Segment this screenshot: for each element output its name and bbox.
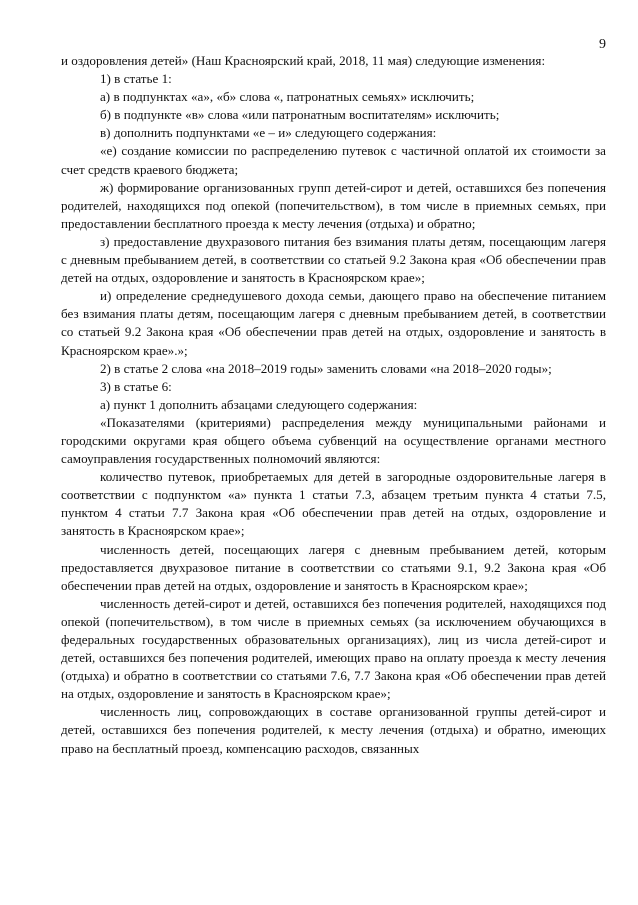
paragraph-item-1: 1) в статье 1: [100,71,172,87]
paragraph-continuation: и оздоровления детей» (Наш Красноярский край, 2018, 11 мая) следующие изменения: [61,53,546,68]
paragraph-item-1b: б) в подпункте «в» слова «или патронатным воспитателям» исключить; [100,107,500,123]
paragraph-item-1v: в) дополнить подпунктами «е – и» следующего содержания: [100,125,437,141]
paragraph-criteria-vouchers: количество путевок, приобретаемых для детей в загородные оздоровительные лагеря в соответствии с подпунктом «а» пункта 1 статьи 7.3, абзацем третьим пункта 4 статьи 7.5, пунктом 4 статьи 7.7 Закона края «Об обеспечении прав детей на отдых, оздоровление и занятость в Красноярском крае»; [61,469,606,539]
paragraph-item-3a: а) пункт 1 дополнить абзацами следующего содержания: [100,396,418,412]
paragraph-criteria-day-camps: численность детей, посещающих лагеря с дневным пребыванием детей, которым предоставляется двухразовое питание в соответствии со статьями 9.1, 9.2 Закона края «Об обеспечении прав детей на отдых, оздоровление и занятость в Красноярском крае»; [61,541,606,593]
page-number: 9 [599,37,606,52]
paragraph-subitem-zh: ж) формирование организованных групп детей-сирот и детей, оставшихся без попечения родителей, находящихся под опекой (попечительством), в том числе в приемных семьях, при предоставлении бесплатного проезда к месту лечения (отдыха) и обратно; [61,179,606,231]
paragraph-item-1a: а) в подпунктах «а», «б» слова «, патронатных семьях» исключить; [100,89,475,105]
document-body [61,52,606,758]
paragraph-item-3: 3) в статье 6: [100,378,172,394]
paragraph-criteria-escorts: численность лиц, сопровождающих в составе организованной группы детей-сирот и детей, оставшихся без попечения родителей, к месту лечения (отдыха) и обратно, имеющих право на бесплатный проезд, компенсацию расходов, связанных [61,704,606,756]
paragraph-subitem-i: и) определение среднедушевого дохода семьи, дающего право на обеспечение питанием без взимания платы детям, посещающим лагеря с дневным пребыванием детей, в соответствии со статьей 9.2 Закона края «Об обеспечении прав детей на отдых, оздоровление и занятость в Красноярском крае».»; [61,288,606,358]
paragraph-criteria-orphans: численность детей-сирот и детей, оставшихся без попечения родителей, находящихся под опекой (попечительством), в том числе в приемных семьях (за исключением обучающихся в федеральных государственных образовательных организациях), лиц из числа детей-сирот и детей, оставшихся без попечения родителей, имеющих право на оплату проезда к месту лечения (отдыха) и обратно в соответствии со статьями 7.6, 7.7 Закона края «Об обеспечении прав детей на отдых, оздоровление и занятость в Красноярском крае»; [61,595,606,702]
paragraph-item-2: 2) в статье 2 слова «на 2018–2019 годы» заменить словами «на 2018–2020 годы»; [100,360,552,376]
paragraph-criteria-intro: «Показателями (критериями) распределения между муниципальными районами и городскими округами края общего объема субвенций на осуществление органами местного самоуправления государственных полномочий являются: [61,414,606,467]
paragraph-subitem-e: «е) создание комиссии по распределению путевок с частичной оплатой их стоимости за счет средств краевого бюджета; [61,143,606,177]
paragraph-subitem-z: з) предоставление двухразового питания без взимания платы детям, посещающим лагеря с дневным пребыванием детей, в соответствии со статьей 9.2 Закона края «Об обеспечении прав детей на отдых, оздоровление и занятость в Красноярском крае»; [61,233,606,286]
